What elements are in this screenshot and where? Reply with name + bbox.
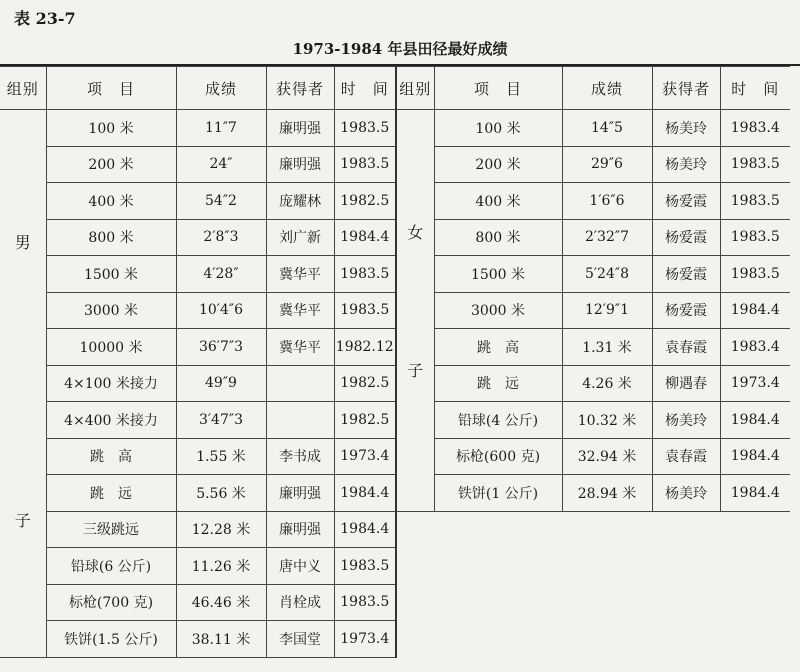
header-event-female: 项 目 [434,67,562,110]
header-athlete-male: 获得者 [266,67,334,110]
male-event-cell: 铅球(6 公斤) [46,548,176,585]
female-athlete-cell: 杨爱霞 [652,183,720,220]
female-event-cell: 1500 米 [434,256,562,293]
group-female-char-2: 子 [407,361,424,380]
female-result-cell: 28.94 米 [562,475,652,512]
male-event-cell: 100 米 [46,110,176,147]
male-date-cell: 1982.12 [334,329,396,366]
female-result-cell: 1′6″6 [562,183,652,220]
female-event-cell: 铅球(4 公斤) [434,402,562,439]
female-event-cell: 800 米 [434,219,562,256]
table-row [0,256,790,293]
female-date-cell: 1983.4 [720,329,790,366]
male-event-cell: 4×400 米接力 [46,402,176,439]
male-date-cell: 1973.4 [334,438,396,475]
male-event-cell: 三级跳远 [46,511,176,548]
female-event-cell: 跳 远 [434,365,562,402]
female-date-cell: 1983.5 [720,183,790,220]
female-event-cell: 跳 高 [434,329,562,366]
male-result-cell: 1.55 米 [176,438,266,475]
male-result-cell: 24″ [176,146,266,183]
male-event-cell: 标枪(700 克) [46,584,176,621]
male-result-cell: 3′47″3 [176,402,266,439]
group-male-char-2: 子 [14,511,31,530]
male-result-cell: 11″7 [176,110,266,147]
male-result-cell: 46.46 米 [176,584,266,621]
empty-area [396,511,790,657]
male-event-cell: 10000 米 [46,329,176,366]
table-row [0,110,790,147]
female-result-cell: 12′9″1 [562,292,652,329]
table-row [0,219,790,256]
male-event-cell: 跳 高 [46,438,176,475]
table-row [0,183,790,220]
table-row [0,438,790,475]
group-male [0,110,46,658]
header-group-male: 组别 [0,67,46,110]
table-row [0,146,790,183]
table-row [0,475,790,512]
female-result-cell: 32.94 米 [562,438,652,475]
male-event-cell: 200 米 [46,146,176,183]
male-result-cell: 12.28 米 [176,511,266,548]
header-result-male: 成绩 [176,67,266,110]
male-date-cell: 1984.4 [334,511,396,548]
male-result-cell: 10′4″6 [176,292,266,329]
male-result-cell: 5.56 米 [176,475,266,512]
male-athlete-cell: 冀华平 [266,256,334,293]
male-date-cell: 1984.4 [334,219,396,256]
male-athlete-cell: 李国堂 [266,621,334,658]
male-event-cell: 800 米 [46,219,176,256]
table-row [0,292,790,329]
female-result-cell: 14″5 [562,110,652,147]
male-athlete-cell [266,365,334,402]
male-result-cell: 54″2 [176,183,266,220]
header-date-female: 时 间 [720,67,790,110]
male-athlete-cell: 冀华平 [266,292,334,329]
header-date-male: 时 间 [334,67,396,110]
male-athlete-cell: 廉明强 [266,146,334,183]
female-athlete-cell: 杨美玲 [652,402,720,439]
male-date-cell: 1983.5 [334,256,396,293]
male-event-cell: 铁饼(1.5 公斤) [46,621,176,658]
table-row [0,511,790,548]
female-event-cell: 标枪(600 克) [434,438,562,475]
male-result-cell: 2′8″3 [176,219,266,256]
female-result-cell: 1.31 米 [562,329,652,366]
male-date-cell: 1983.5 [334,584,396,621]
male-athlete-cell: 廉明强 [266,511,334,548]
male-athlete-cell: 唐中义 [266,548,334,585]
female-date-cell: 1983.5 [720,219,790,256]
male-athlete-cell: 李书成 [266,438,334,475]
records-table [0,66,790,658]
male-athlete-cell: 庞耀林 [266,183,334,220]
table-number-label: 表 23-7 [14,9,76,28]
female-result-cell: 5′24″8 [562,256,652,293]
female-date-cell: 1984.4 [720,292,790,329]
male-event-cell: 跳 远 [46,475,176,512]
female-date-cell: 1984.4 [720,438,790,475]
header-row [0,67,790,110]
male-event-cell: 1500 米 [46,256,176,293]
female-date-cell: 1984.4 [720,402,790,439]
records-body [0,110,790,658]
header-group-female: 组别 [396,67,434,110]
group-female-char-1: 女 [407,223,424,242]
table-row [0,365,790,402]
group-male-char-1: 男 [14,233,31,252]
male-date-cell: 1982.5 [334,365,396,402]
male-result-cell: 4′28″ [176,256,266,293]
male-date-cell: 1973.4 [334,621,396,658]
female-date-cell: 1983.4 [720,110,790,147]
female-athlete-cell: 杨美玲 [652,110,720,147]
male-date-cell: 1983.5 [334,110,396,147]
male-date-cell: 1982.5 [334,183,396,220]
male-date-cell: 1984.4 [334,475,396,512]
female-result-cell: 10.32 米 [562,402,652,439]
female-athlete-cell: 杨美玲 [652,146,720,183]
male-date-cell: 1982.5 [334,402,396,439]
female-result-cell: 2′32″7 [562,219,652,256]
male-athlete-cell: 廉明强 [266,110,334,147]
male-athlete-cell: 肖栓成 [266,584,334,621]
male-date-cell: 1983.5 [334,548,396,585]
female-athlete-cell: 柳遇春 [652,365,720,402]
female-athlete-cell: 袁春霞 [652,438,720,475]
female-event-cell: 铁饼(1 公斤) [434,475,562,512]
male-athlete-cell: 刘广新 [266,219,334,256]
header-result-female: 成绩 [562,67,652,110]
male-result-cell: 49″9 [176,365,266,402]
female-athlete-cell: 袁春霞 [652,329,720,366]
male-event-cell: 3000 米 [46,292,176,329]
female-date-cell: 1984.4 [720,475,790,512]
male-result-cell: 38.11 米 [176,621,266,658]
female-event-cell: 3000 米 [434,292,562,329]
female-athlete-cell: 杨爱霞 [652,219,720,256]
female-result-cell: 4.26 米 [562,365,652,402]
female-event-cell: 200 米 [434,146,562,183]
table-title: 1973-1984 年县田径最好成绩 [292,40,508,58]
male-event-cell: 400 米 [46,183,176,220]
female-athlete-cell: 杨美玲 [652,475,720,512]
male-date-cell: 1983.5 [334,292,396,329]
male-athlete-cell: 廉明强 [266,475,334,512]
header-event-male: 项 目 [46,67,176,110]
female-date-cell: 1973.4 [720,365,790,402]
male-event-cell: 4×100 米接力 [46,365,176,402]
group-female [396,110,434,512]
female-athlete-cell: 杨爱霞 [652,256,720,293]
table-row [0,329,790,366]
female-date-cell: 1983.5 [720,146,790,183]
female-date-cell: 1983.5 [720,256,790,293]
male-result-cell: 11.26 米 [176,548,266,585]
male-date-cell: 1983.5 [334,146,396,183]
male-athlete-cell: 冀华平 [266,329,334,366]
female-result-cell: 29″6 [562,146,652,183]
female-event-cell: 400 米 [434,183,562,220]
table-row [0,402,790,439]
header-athlete-female: 获得者 [652,67,720,110]
male-result-cell: 36′7″3 [176,329,266,366]
male-athlete-cell [266,402,334,439]
female-event-cell: 100 米 [434,110,562,147]
female-athlete-cell: 杨爱霞 [652,292,720,329]
